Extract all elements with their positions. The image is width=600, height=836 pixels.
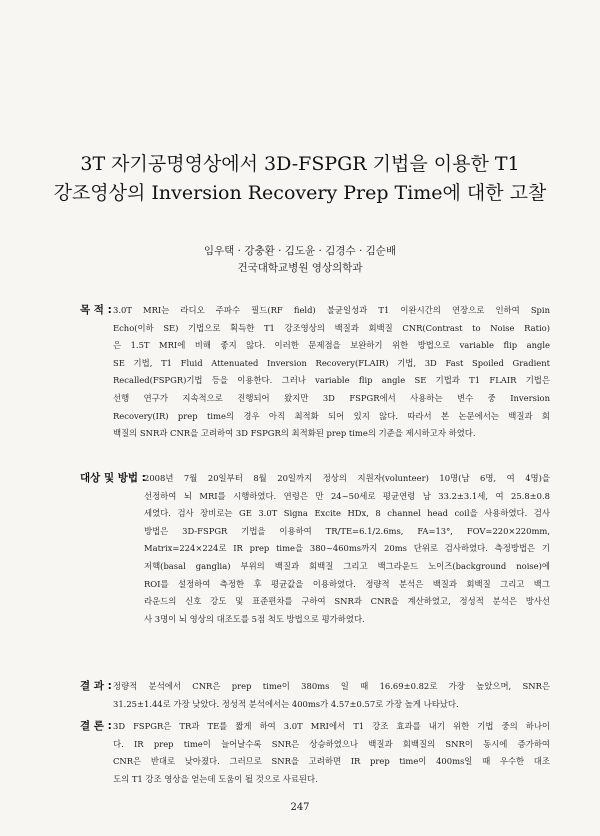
section-purpose	[80, 302, 550, 443]
text-line: Recovery(IR) prep time의 경우 아직 최적화 되어 있지 않다. 따라서 본 논문에서는 백질과 회	[113, 410, 550, 421]
section-methods	[80, 470, 550, 628]
section-methods-body	[144, 470, 550, 628]
section-purpose-heading: 목 적 :	[80, 304, 112, 316]
text-line: Recalled(FSPGR)기법 등을 이용한다. 그러나 variable flip angle SE 기법과 T1 FLAIR 기법은	[113, 375, 550, 386]
author-names: 임우택 · 강충환 · 김도윤 · 김경수 · 김순배	[203, 245, 397, 257]
text-line: 3.0T MRI는 라디오 주파수 필드(RF field) 불균일성과 T1 이완시간의 연장으로 인하여 Spin	[113, 305, 550, 315]
text-line: 방법은 3D-FSPGR 기법을 이용하여 TR/TE=6.1/2.6ms, FA=13°, FOV=220×220mm,	[144, 525, 550, 536]
author-block	[40, 243, 560, 277]
paper-title-line-1: 3T 자기공명영상에서 3D-FSPGR 기법을 이용한 T1	[80, 153, 520, 175]
section-results	[80, 678, 550, 713]
text-line: 라운드의 신호 강도 및 표준편차를 구하여 SNR과 CNR을 계산하였고, 정성적 분석은 방사선	[144, 596, 550, 607]
text-line: CNR은 반대로 낮아졌다. 그러므로 SNR을 고려하면 IR prep time이 400ms일 때 우수한 대조	[113, 756, 550, 767]
text-line: 31.25±1.44로 가장 낮았다. 정성적 분석에서는 400ms가 4.57±0.57로 가장 높게 나타났다.	[113, 698, 459, 709]
section-conclusion	[80, 718, 550, 788]
page-number: 247	[290, 802, 310, 813]
text-line: 세였다. 검사 장비로는 GE 3.0T Signa Excite HDx, 8 channel head coil을 사용하였다. 검사	[144, 508, 550, 519]
text-line: ROI를 설정하여 측정한 후 평균값을 이용하였다. 정량적 분석은 백질과 회백질 그리고 백그	[144, 578, 550, 589]
author-affiliation: 건국대학교병원 영상의학과	[237, 262, 363, 274]
text-line: 사 3명이 뇌 영상의 대조도를 5점 척도 방법으로 평가하였다.	[144, 613, 365, 624]
section-results-heading: 결 과 :	[80, 680, 112, 692]
section-purpose-body	[113, 302, 550, 443]
section-results-body	[113, 678, 550, 713]
text-line: 선정하여 뇌 MRI를 시행하였다. 연령은 만 24~50세로 평균연령 남 33.2±3.1세, 여 25.8±0.8	[144, 490, 550, 501]
text-line: 정량적 분석에서 CNR은 prep time이 380ms 일 때 16.69±0.82로 가장 높았으며, SNR은	[113, 681, 550, 691]
text-line: Echo(이하 SE) 기법으로 획득한 T1 강조영상의 백질과 회백질 CNR(Contrast to Noise Ratio)	[113, 322, 550, 333]
text-line: 선행 연구가 지속적으로 진행되어 왔지만 3D FSPGR에서 사용하는 변수 중 Inversion	[113, 392, 550, 403]
section-conclusion-body	[113, 718, 550, 788]
text-line: Matrix=224×224로 IR prep time을 380~460ms까지 20ms 단위로 검사하였다. 측정방법은 기	[144, 543, 550, 554]
paper-title	[40, 150, 560, 208]
text-line: 은 1.5T MRI에 비해 좋지 않다. 이러한 문제점을 보완하기 위한 방법으로 variable flip angle	[113, 340, 550, 351]
text-line: SE 기법, T1 Fluid Attenuated Inversion Recovery(FLAIR) 기법, 3D Fast Spoiled Gradient	[113, 357, 550, 368]
text-line: 백질의 SNR과 CNR을 고려하여 3D FSPGR의 최적화된 prep time의 기준을 제시하고자 하였다.	[113, 428, 476, 439]
text-line: 도의 T1 강조 영상을 얻는데 도움이 될 것으로 사료된다.	[113, 773, 318, 784]
section-conclusion-heading: 결 론 :	[80, 720, 112, 732]
text-line: 2008년 7월 20일부터 8월 20일까지 정상의 지원자(volunteer) 10명(남 6명, 여 4명)을	[144, 473, 550, 483]
text-line: 다. IR prep time이 늘어날수록 SNR은 상승하였으나 백질과 회백질의 SNR이 동시에 증가하여	[113, 738, 550, 749]
text-line: 저핵(basal ganglia) 부위의 백질과 회백질 그리고 백그라운드 노이즈(background noise)에	[144, 560, 550, 571]
paper-title-line-2: 강조영상의 Inversion Recovery Prep Time에 대한 고찰	[53, 182, 547, 204]
section-methods-heading: 대상 및 방법 :	[80, 472, 146, 484]
text-line: 3D FSPGR은 TR과 TE를 짧게 하여 3.0T MRI에서 T1 강조 효과를 내기 위한 기법 중의 하나이	[113, 721, 550, 731]
